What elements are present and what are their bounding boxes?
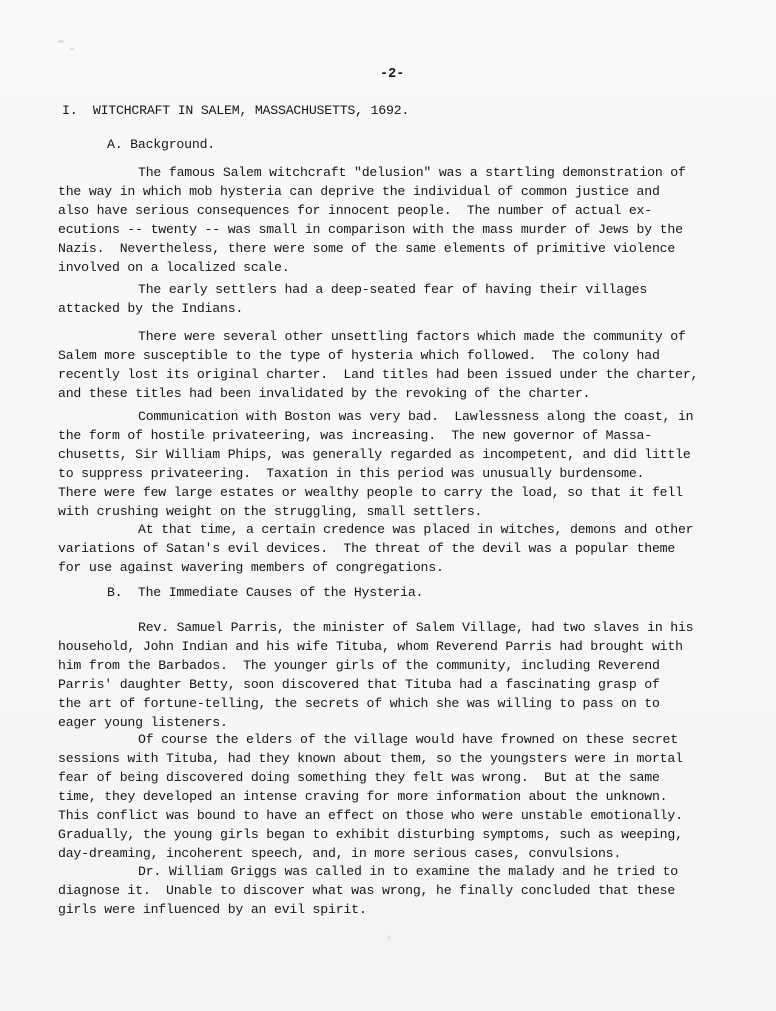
text-line: Parris' daughter Betty, soon discovered that Tituba had a fascinating grasp of <box>58 677 660 692</box>
paper-speck <box>70 48 74 50</box>
text-line: The famous Salem witchcraft "delusion" was a startling demonstration of <box>138 165 686 180</box>
paragraph <box>58 520 728 577</box>
subheading-b: B. The Immediate Causes of the Hysteria. <box>107 585 424 600</box>
text-line: girls were influenced by an evil spirit. <box>58 902 367 917</box>
text-line: This conflict was bound to have an effect on those who were unstable emotionally. <box>58 808 683 823</box>
text-line: Rev. Samuel Parris, the minister of Salem Village, had two slaves in his <box>138 620 694 635</box>
text-line: recently lost its original charter. Land titles had been issued under the charter, <box>58 367 699 382</box>
text-line: the art of fortune-telling, the secrets of which she was willing to pass on to <box>58 696 660 711</box>
text-line: involved on a localized scale. <box>58 260 290 275</box>
page-number: -2- <box>380 67 405 82</box>
text-line: variations of Satan's evil devices. The threat of the devil was a popular theme <box>58 541 676 556</box>
text-line: ecutions -- twenty -- was small in comparison with the mass murder of Jews by the <box>58 222 683 237</box>
text-line: Gradually, the young girls began to exhibit disturbing symptoms, such as weeping, <box>58 827 683 842</box>
text-line: The early settlers had a deep-seated fear of having their villages <box>138 282 648 297</box>
paragraph <box>58 730 728 863</box>
text-line: time, they developed an intense craving for more information about the unknown. <box>58 789 668 804</box>
text-line: him from the Barbados. The younger girls of the community, including Reverend <box>58 658 660 673</box>
paragraph <box>58 163 728 277</box>
text-line: household, John Indian and his wife Tituba, whom Reverend Parris had brought with <box>58 639 683 654</box>
text-line: Nazis. Nevertheless, there were some of the same elements of primitive violence <box>58 241 676 256</box>
text-line: the way in which mob hysteria can deprive the individual of common justice and <box>58 184 660 199</box>
text-line: sessions with Tituba, had they known about them, so the youngsters were in mortal <box>58 751 683 766</box>
paragraph <box>58 862 728 919</box>
text-line: Salem more susceptible to the type of hysteria which followed. The colony had <box>58 348 660 363</box>
text-line: day-dreaming, incoherent speech, and, in more serious cases, convulsions. <box>58 846 622 861</box>
paper-speck <box>58 40 64 43</box>
text-line: Of course the elders of the village would have frowned on these secret <box>138 732 678 747</box>
paragraph <box>58 407 728 521</box>
text-line: also have serious consequences for innocent people. The number of actual ex- <box>58 203 652 218</box>
text-line: attacked by the Indians. <box>58 301 244 316</box>
paragraph <box>58 280 728 318</box>
text-line: Dr. William Griggs was called in to examine the malady and he tried to <box>138 864 678 879</box>
text-line: for use against wavering members of congregations. <box>58 560 444 575</box>
text-line: the form of hostile privateering, was increasing. The new governor of Massa- <box>58 428 652 443</box>
text-line: fear of being discovered doing something they felt was wrong. But at the same <box>58 770 660 785</box>
paragraph <box>58 327 728 403</box>
text-line: to suppress privateering. Taxation in this period was unusually burdensome. <box>58 466 645 481</box>
paragraph <box>58 618 728 732</box>
subheading-a: A. Background. <box>107 137 215 152</box>
text-line: eager young listeners. <box>58 715 228 730</box>
text-line: Communication with Boston was very bad. Lawlessness along the coast, in <box>138 409 694 424</box>
text-line: There were several other unsettling factors which made the community of <box>138 329 686 344</box>
text-line: There were few large estates or wealthy people to carry the load, so that it fell <box>58 485 683 500</box>
text-line: chusetts, Sir William Phips, was generally regarded as incompetent, and did little <box>58 447 691 462</box>
section-heading-i: I. WITCHCRAFT IN SALEM, MASSACHUSETTS, 1692. <box>62 103 410 118</box>
text-line: and these titles had been invalidated by the revoking of the charter. <box>58 386 591 401</box>
paper-speck <box>388 935 390 940</box>
text-line: with crushing weight on the struggling, small settlers. <box>58 504 483 519</box>
text-line: diagnose it. Unable to discover what was wrong, he finally concluded that these <box>58 883 676 898</box>
text-line: At that time, a certain credence was placed in witches, demons and other <box>138 522 694 537</box>
